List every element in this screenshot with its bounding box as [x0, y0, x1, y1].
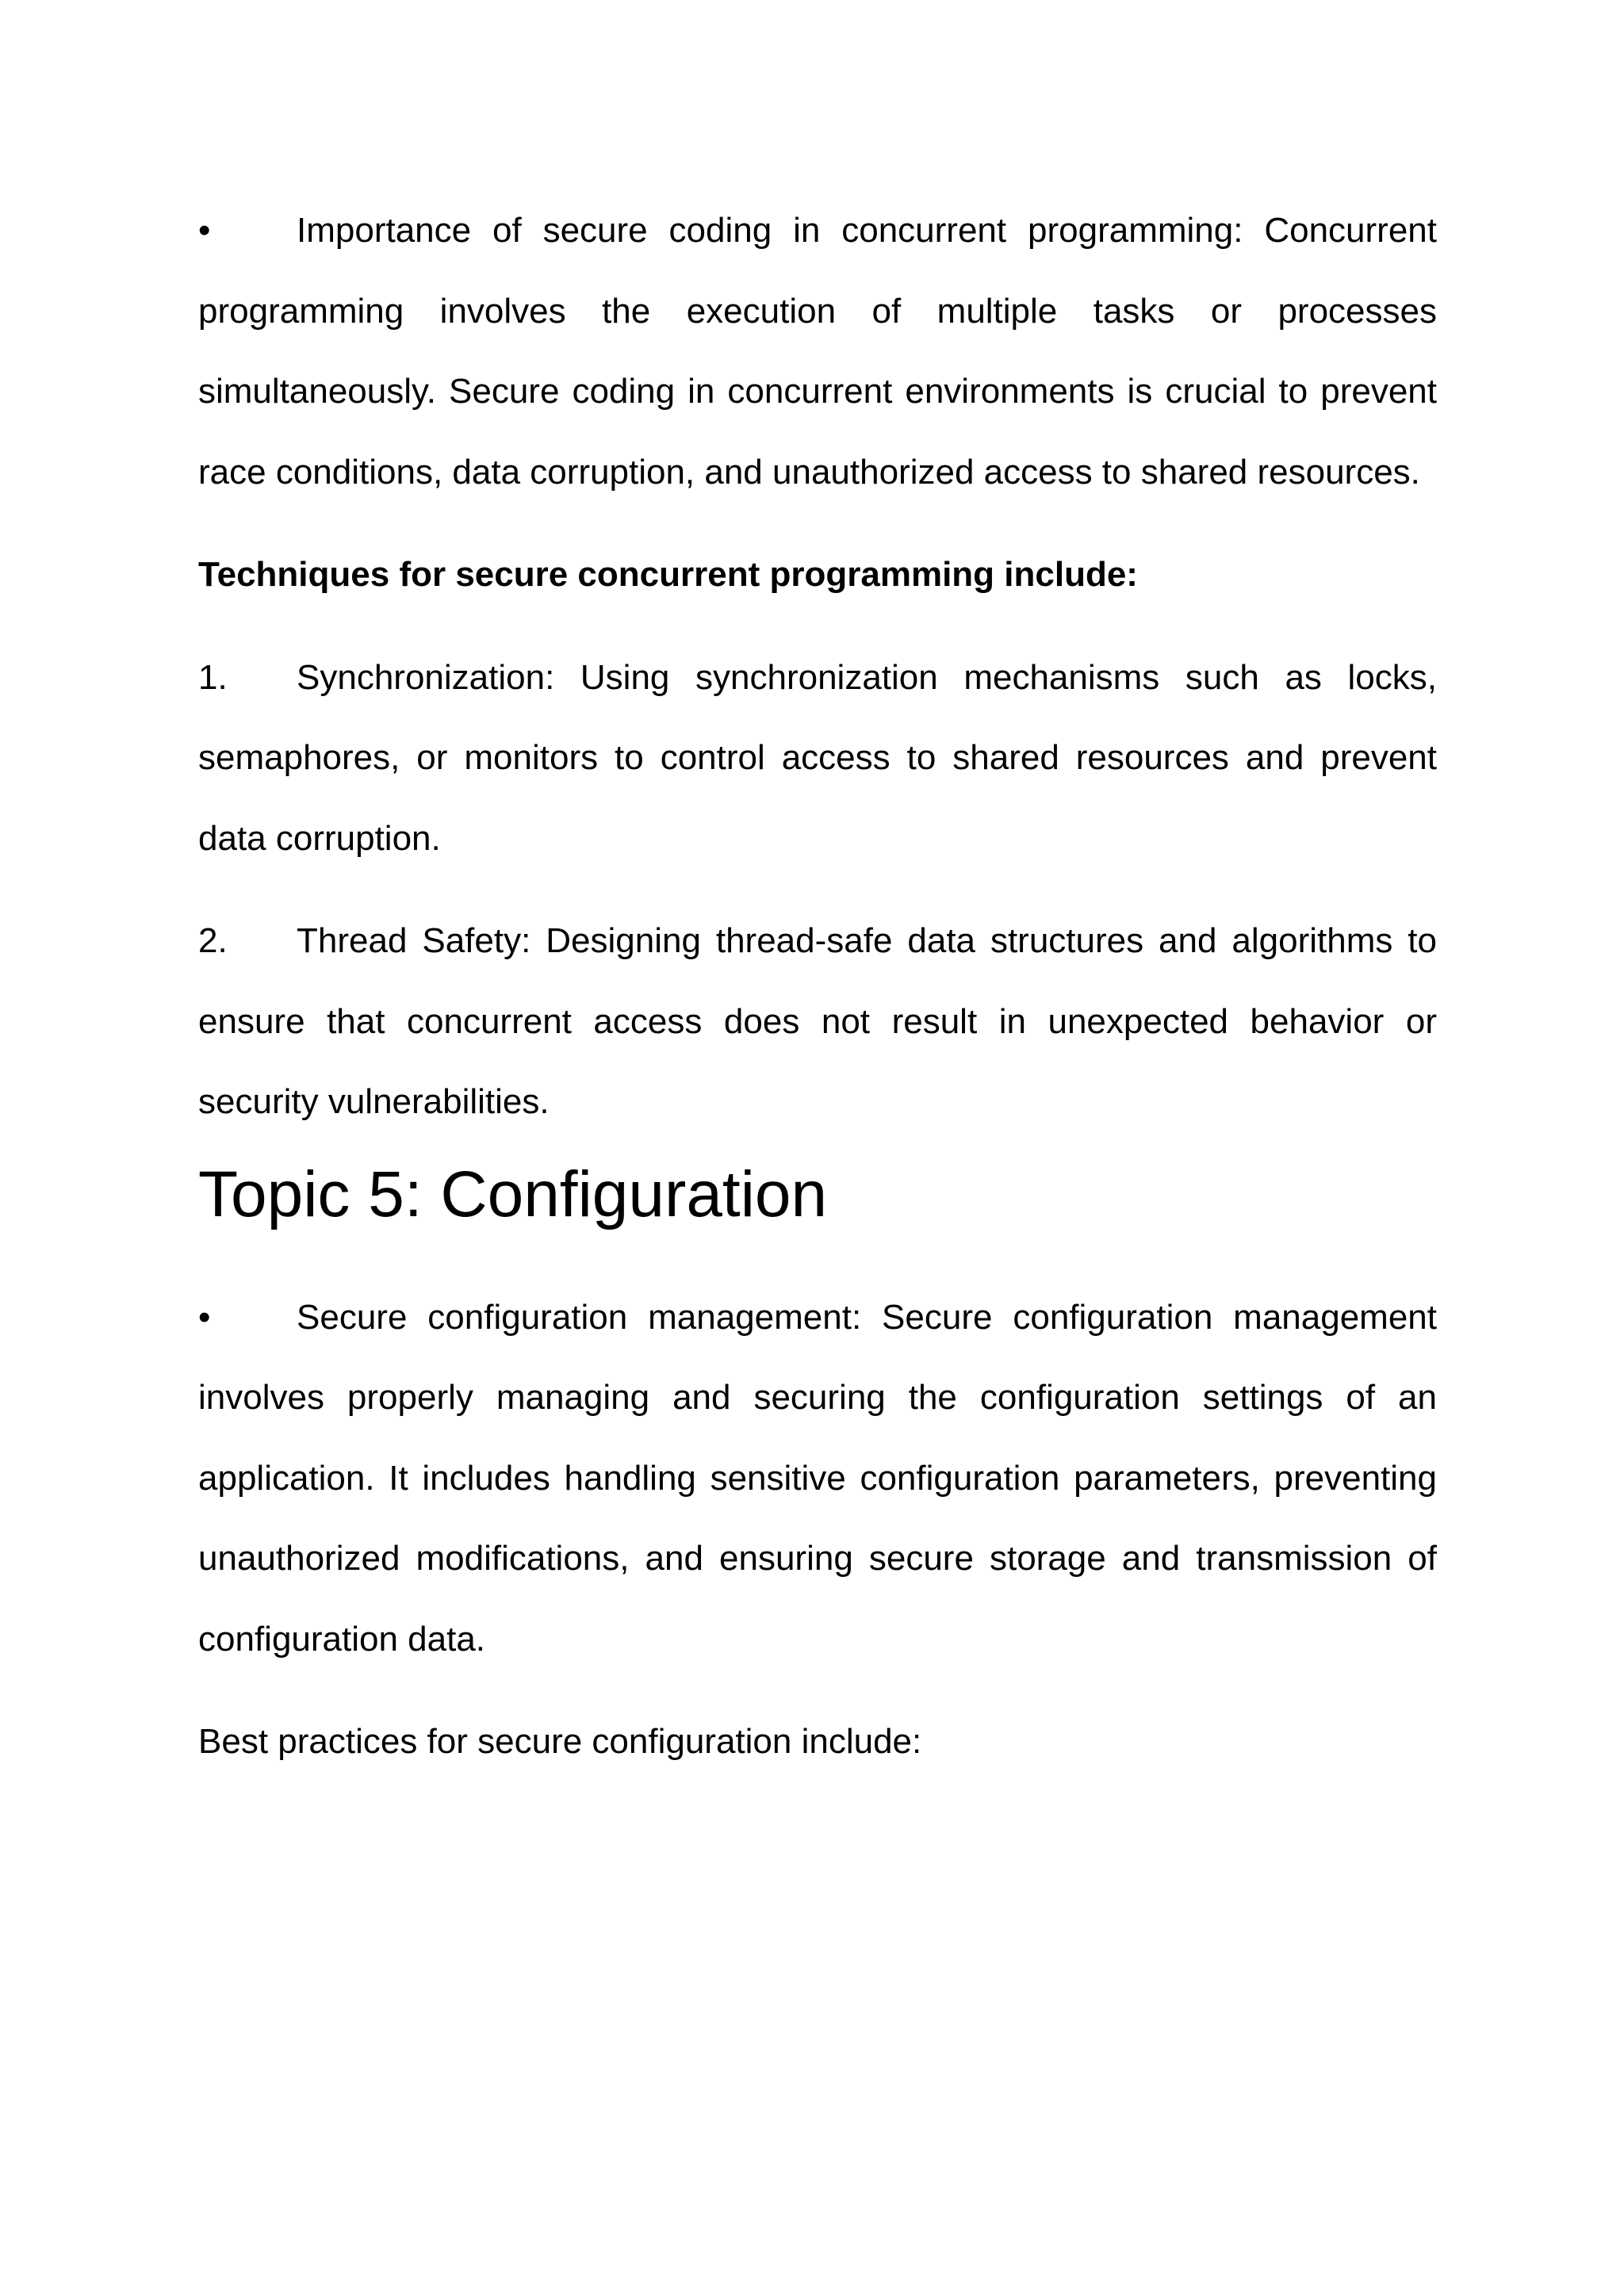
list-number: 1. [198, 657, 228, 697]
bullet-marker: • [198, 211, 211, 250]
bullet-paragraph-concurrent [198, 190, 1437, 512]
topic-heading: Topic 5: Configuration [198, 1158, 828, 1230]
bullet-paragraph-text: Secure configuration management: Secure configuration management involves properly managing and securing the configuration settings of an application. It includes handling sensitive configuration parameters, preventing unauthorized modifications, and ensuring secure storage and transmission of configuration data. [198, 1297, 1437, 1659]
list-item-text: Thread Safety: Designing thread-safe data structures and algorithms to ensure that concurrent access does not result in unexpected behavior or security vulnerabilities. [198, 921, 1437, 1121]
techniques-heading: Techniques for secure concurrent programming include: [198, 555, 1138, 594]
list-item-synchronization [198, 637, 1437, 879]
bullet-paragraph-text: Importance of secure coding in concurrent programming: Concurrent programming involves the execution of multiple tasks or processes simultaneously. Secure coding in concurrent environments is crucial to prevent race conditions, data corruption, and unauthorized access to shared resources. [198, 211, 1437, 492]
bullet-paragraph-configuration [198, 1277, 1437, 1680]
list-item-text: Synchronization: Using synchronization mechanisms such as locks, semaphores, or monitors to control access to shared resources and prevent data corruption. [198, 657, 1437, 858]
best-practices-line: Best practices for secure configuration include: [198, 1722, 922, 1761]
document-page [198, 190, 1437, 1782]
bullet-marker: • [198, 1297, 211, 1337]
list-number: 2. [198, 921, 228, 960]
list-item-thread-safety [198, 901, 1437, 1142]
